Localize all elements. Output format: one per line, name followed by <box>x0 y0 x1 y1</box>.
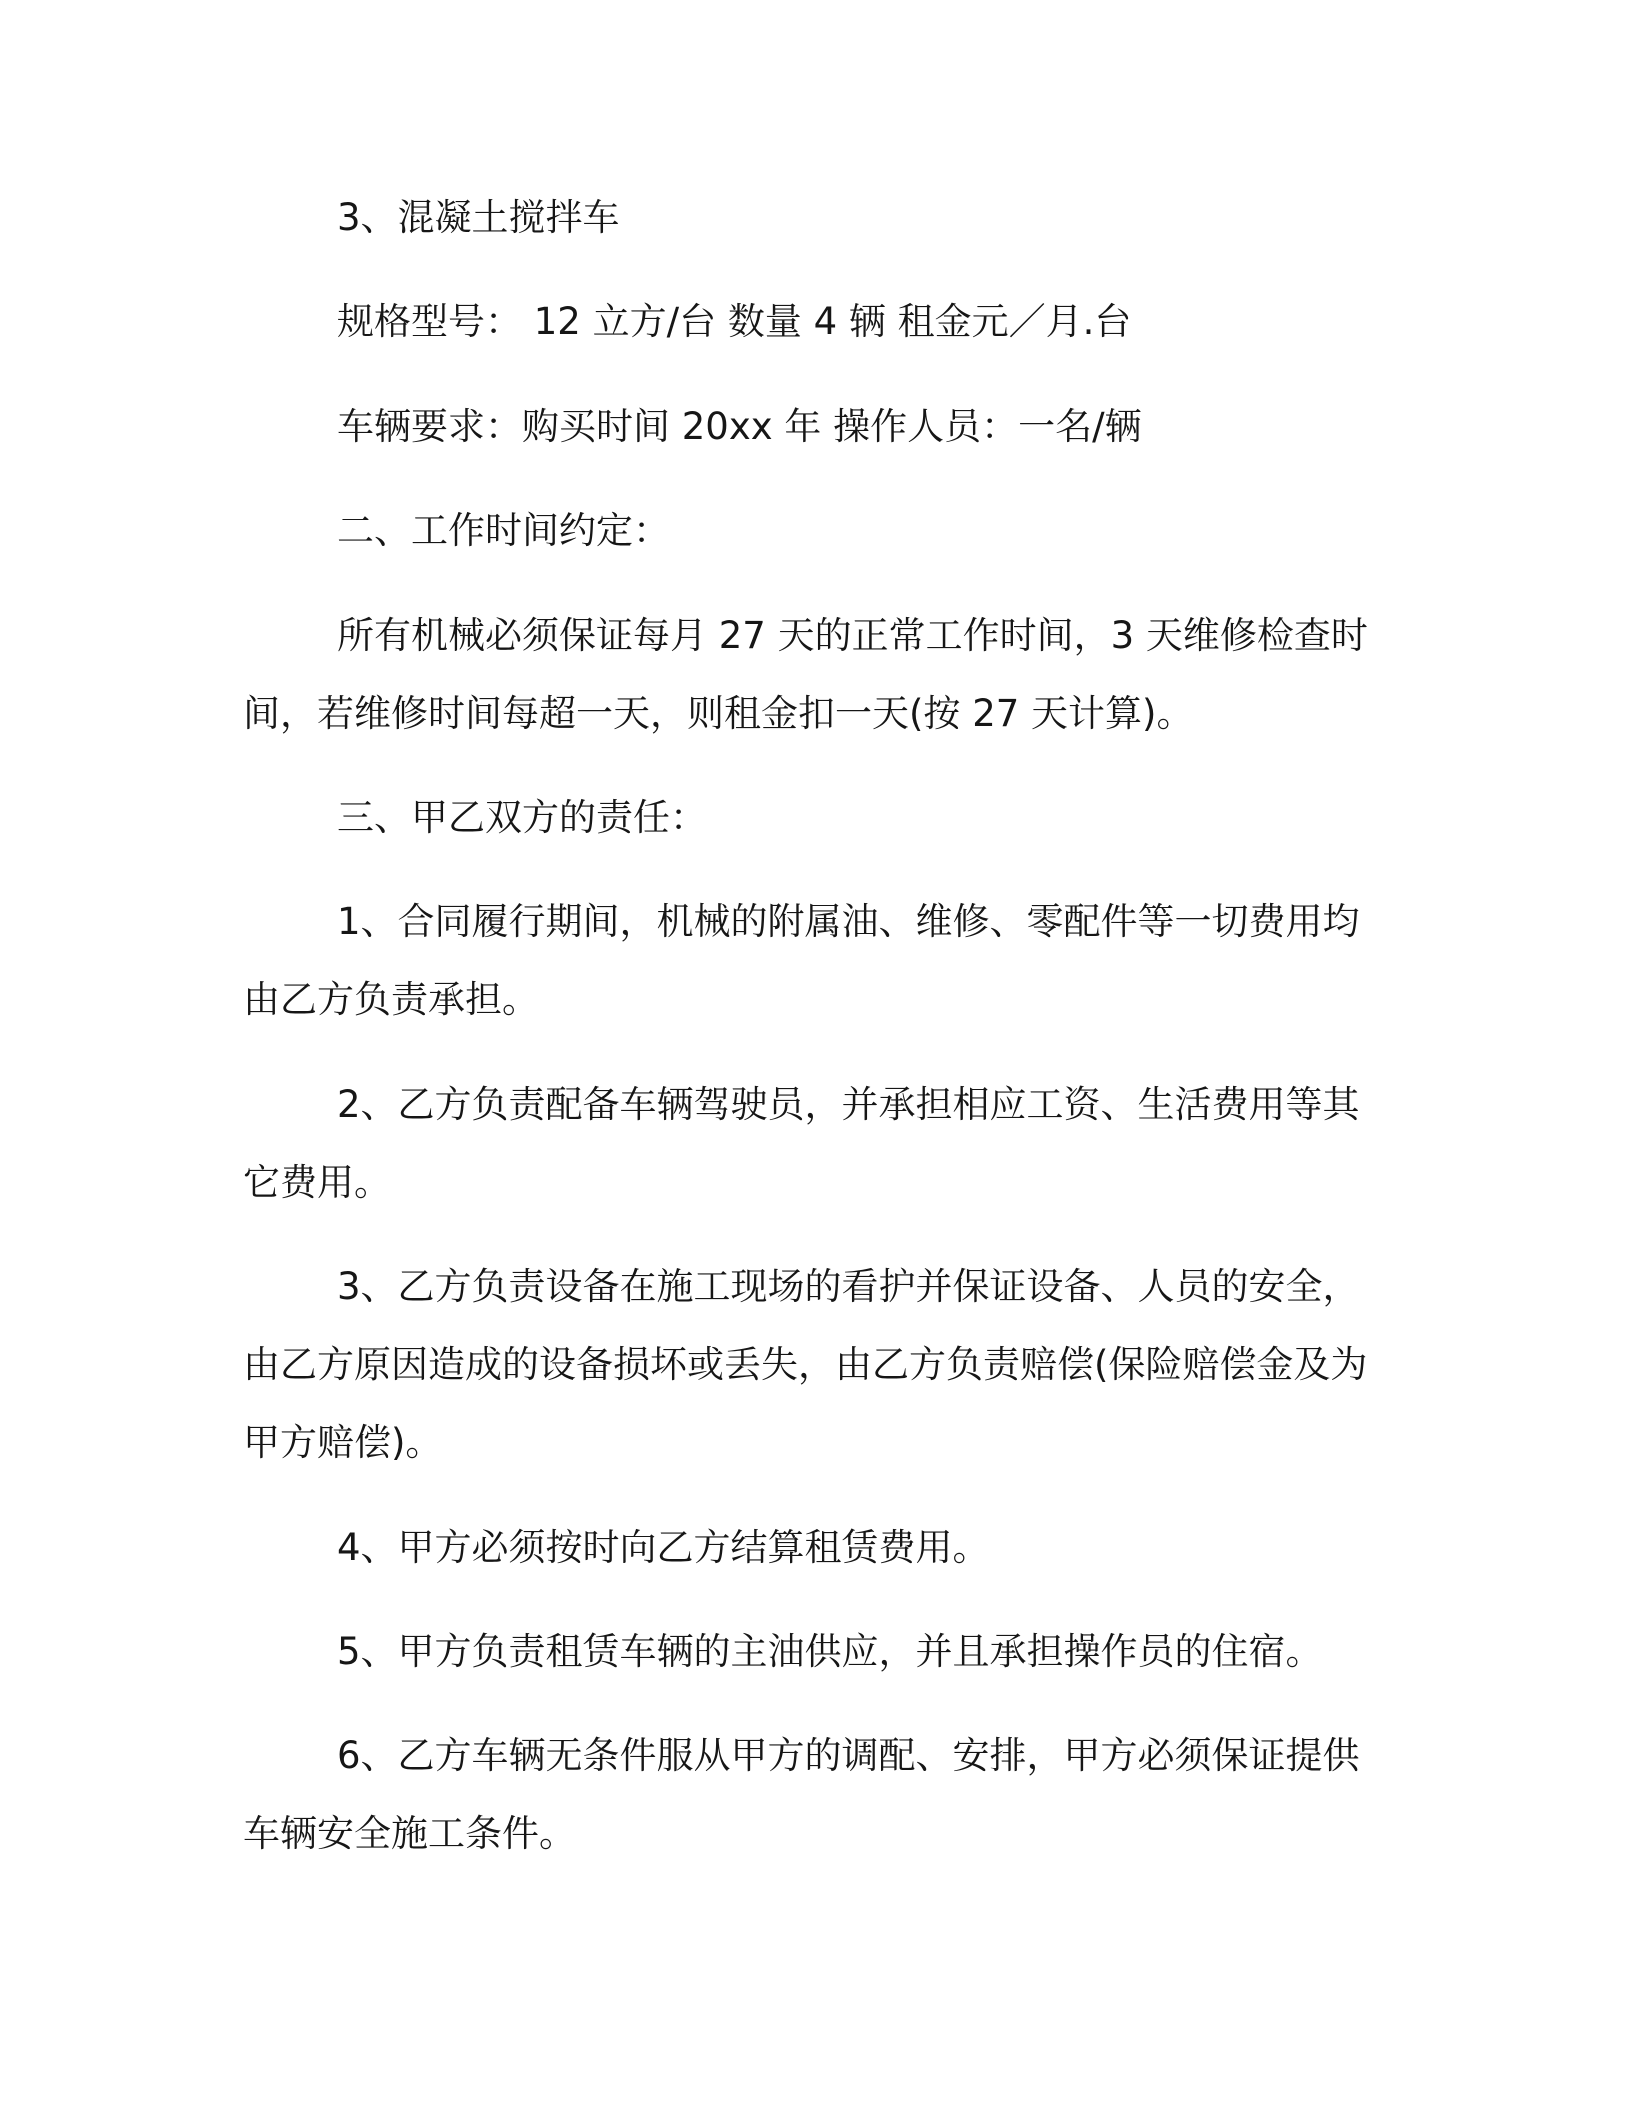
paragraph-line: 所有机械必须保证每月 27 天的正常工作时间，3 天维修检查时 <box>337 613 1368 657</box>
paragraph-line: 间，若维修时间每超一天，则租金扣一天(按 27 天计算)。 <box>243 691 1194 735</box>
paragraph-line: 由乙方负责承担。 <box>243 978 539 1022</box>
paragraph-line: 由乙方原因造成的设备损坏或丢失，由乙方负责赔偿(保险赔偿金及为 <box>243 1343 1368 1387</box>
vehicle-requirement-line <box>243 388 1432 466</box>
paragraph-line: 规格型号： 12 立方/台 数量 4 辆 租金元／月.台 <box>337 300 1132 344</box>
paragraph-line: 3、混凝土搅拌车 <box>337 196 620 239</box>
paragraph-line: 6、乙方车辆无条件服从甲方的调配、安排，甲方必须保证提供 <box>337 1734 1360 1778</box>
responsibility-item-6 <box>243 1717 1432 1873</box>
paragraph-line: 5、甲方负责租赁车辆的主油供应，并且承担操作员的住宿。 <box>337 1629 1323 1673</box>
spec-model-line <box>243 283 1432 361</box>
paragraph-line: 三、甲乙双方的责任： <box>337 795 707 839</box>
responsibility-item-1 <box>243 883 1432 1039</box>
paragraph-line: 车辆要求：购买时间 20xx 年 操作人员：一名/辆 <box>337 404 1142 448</box>
responsibility-item-3 <box>243 1248 1432 1482</box>
paragraph-line: 它费用。 <box>243 1160 391 1204</box>
responsibility-item-5 <box>243 1613 1432 1691</box>
paragraph-line: 甲方赔偿)。 <box>243 1421 443 1465</box>
paragraph-line: 3、乙方负责设备在施工现场的看护并保证设备、人员的安全， <box>337 1265 1360 1309</box>
work-time-clause <box>243 597 1432 753</box>
paragraph-line: 2、乙方负责配备车辆驾驶员，并承担相应工资、生活费用等其 <box>337 1082 1360 1126</box>
section-heading-responsibilities <box>243 779 1432 857</box>
responsibility-item-2 <box>243 1066 1432 1222</box>
paragraph-line: 1、合同履行期间，机械的附属油、维修、零配件等一切费用均 <box>337 900 1360 944</box>
responsibility-item-4 <box>243 1509 1432 1587</box>
paragraph-line: 二、工作时间约定： <box>337 509 670 553</box>
section-heading-work-time <box>243 492 1432 570</box>
paragraph-line: 车辆安全施工条件。 <box>243 1812 576 1856</box>
paragraph-line: 4、甲方必须按时向乙方结算租赁费用。 <box>337 1525 990 1569</box>
item-heading-concrete-mixer <box>243 179 1432 257</box>
